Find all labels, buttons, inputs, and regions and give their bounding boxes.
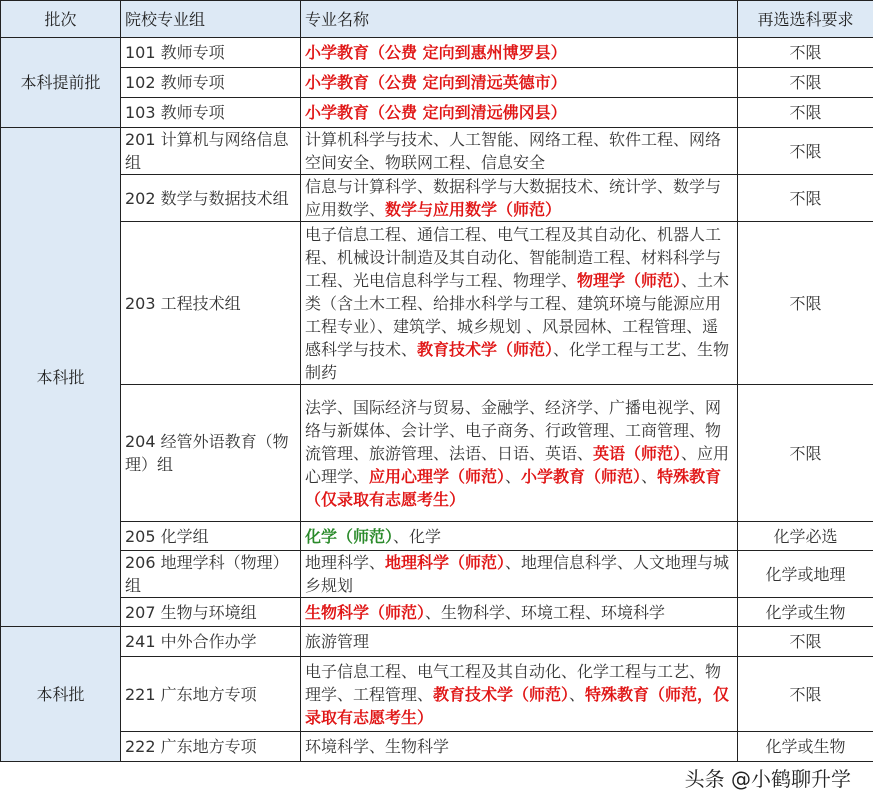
- major-cell: [301, 522, 738, 551]
- major-cell: [301, 98, 738, 128]
- requirement-cell: 不限: [738, 627, 873, 657]
- group-cell: 202 数学与数据技术组: [121, 175, 301, 222]
- major-text: 、化学: [393, 526, 442, 546]
- major-text: 电子信息工程、电气工程及其自动化、化学工程与工艺、物理学、工程管理、: [305, 661, 722, 704]
- requirement-cell: 化学或生物: [738, 598, 873, 627]
- major-text: 法学、国际经济与贸易、金融学、经济学、广播电视学、网络与新媒体、会计学、电子商务、行政管理、工商管理、物流管理、旅游管理、法语、日语、英语、: [305, 397, 722, 463]
- major-text: 地理科学、: [305, 553, 386, 572]
- table-row: [1, 68, 873, 98]
- table-row: [1, 175, 873, 222]
- major-text: 信息与计算科学、数据科学与大数据技术、统计学、数学与应用数学、: [305, 177, 722, 219]
- highlighted-major: 地理科学（师范）: [385, 553, 506, 572]
- major-text: 、生物科学、环境工程、环境科学: [425, 602, 666, 622]
- group-cell: 206 地理学科（物理）组: [121, 551, 301, 598]
- major-cell: [301, 551, 738, 598]
- requirement-cell: 不限: [738, 98, 873, 128]
- major-text: 、: [505, 466, 522, 486]
- table-row: [1, 38, 873, 68]
- requirement-cell: 不限: [738, 175, 873, 222]
- group-cell: 103 教师专项: [121, 98, 301, 128]
- table-row: [1, 598, 873, 627]
- header-row: [1, 1, 873, 38]
- requirement-cell: 不限: [738, 657, 873, 732]
- table-row: [1, 385, 873, 522]
- highlighted-major: 小学教育（公费 定向到清远佛冈县）: [305, 103, 567, 122]
- header-group: 院校专业组: [121, 1, 301, 38]
- highlighted-major: 特殊教育（仅录取有志愿考生）: [305, 466, 722, 509]
- group-cell: 205 化学组: [121, 522, 301, 551]
- header-major: 专业名称: [301, 1, 738, 38]
- requirement-cell: 不限: [738, 385, 873, 522]
- group-cell: 221 广东地方专项: [121, 657, 301, 732]
- table-row: [1, 128, 873, 175]
- highlighted-major: 应用心理学（师范）: [369, 466, 506, 486]
- highlighted-major: 特殊教育（师范，仅录取有志愿考生）: [305, 684, 730, 727]
- requirement-cell: 化学或地理: [738, 551, 873, 598]
- major-text: 、: [641, 466, 658, 486]
- batch-cell: 本科提前批: [1, 38, 121, 128]
- highlighted-major: 小学教育（公费 定向到清远英德市）: [305, 73, 567, 92]
- group-cell: 203 工程技术组: [121, 222, 301, 385]
- batch-cell: 本科批: [1, 627, 121, 762]
- requirement-cell: 不限: [738, 128, 873, 175]
- group-cell: 102 教师专项: [121, 68, 301, 98]
- highlighted-major: 教育技术学（师范）: [417, 339, 554, 359]
- table-row: [1, 222, 873, 385]
- major-text: 电子信息工程、通信工程、电气工程及其自动化、机器人工程、机械设计制造及其自动化、智能制造工程、材料科学与工程、光电信息科学与工程、物理学、: [305, 224, 722, 290]
- table-row: [1, 98, 873, 128]
- group-cell: 241 中外合作办学: [121, 627, 301, 657]
- major-text: 、地理信息科学、人文地理与城乡规划: [305, 553, 730, 595]
- header-requirement: 再选选科要求: [738, 1, 873, 38]
- major-text: 、化学工程与工艺、生物制药: [305, 339, 730, 382]
- highlighted-major: 小学教育（师范）: [521, 466, 642, 486]
- highlighted-major: 教育技术学（师范）: [433, 684, 570, 704]
- major-cell: [301, 598, 738, 627]
- table-row: [1, 551, 873, 598]
- major-text: 、: [569, 684, 586, 704]
- major-cell: [301, 732, 738, 762]
- requirement-cell: 不限: [738, 68, 873, 98]
- group-cell: 204 经管外语教育（物理）组: [121, 385, 301, 522]
- table-row: [1, 732, 873, 762]
- major-text: 旅游管理: [305, 632, 370, 651]
- major-text: 、应用心理学、: [305, 443, 730, 486]
- highlighted-major: 化学（师范）: [305, 526, 394, 546]
- requirement-cell: 化学必选: [738, 522, 873, 551]
- requirement-cell: 化学或生物: [738, 732, 873, 762]
- highlighted-major: 物理学（师范）: [577, 270, 682, 290]
- major-cell: [301, 627, 738, 657]
- major-cell: [301, 68, 738, 98]
- highlighted-major: 英语（师范）: [593, 443, 682, 463]
- group-cell: 207 生物与环境组: [121, 598, 301, 627]
- requirement-cell: 不限: [738, 38, 873, 68]
- major-cell: [301, 385, 738, 522]
- group-cell: 222 广东地方专项: [121, 732, 301, 762]
- major-text: 计算机科学与技术、人工智能、网络工程、软件工程、网络空间安全、物联网工程、信息安全: [305, 130, 722, 172]
- major-text: 、土木类（含土木工程、给排水科学与工程、建筑环境与能源应用工程专业）、建筑学、城乡规划 、风景园林、工程管理、遥感科学与技术、: [305, 270, 730, 359]
- highlighted-major: 生物科学（师范）: [305, 602, 426, 622]
- requirement-cell: 不限: [738, 222, 873, 385]
- highlighted-major: 数学与应用数学（师范）: [385, 200, 562, 219]
- watermark: 头条 @小鹤聊升学: [684, 767, 851, 791]
- table-row: [1, 522, 873, 551]
- major-cell: [301, 38, 738, 68]
- major-text: 环境科学、生物科学: [305, 737, 450, 756]
- header-batch: 批次: [1, 1, 121, 38]
- major-cell: [301, 222, 738, 385]
- highlighted-major: 小学教育（公费 定向到惠州博罗县）: [305, 43, 567, 62]
- major-cell: [301, 175, 738, 222]
- major-cell: [301, 128, 738, 175]
- group-cell: 101 教师专项: [121, 38, 301, 68]
- major-cell: [301, 657, 738, 732]
- table-row: [1, 657, 873, 732]
- group-cell: 201 计算机与网络信息组: [121, 128, 301, 175]
- batch-cell: 本科批: [1, 128, 121, 627]
- table-row: [1, 627, 873, 657]
